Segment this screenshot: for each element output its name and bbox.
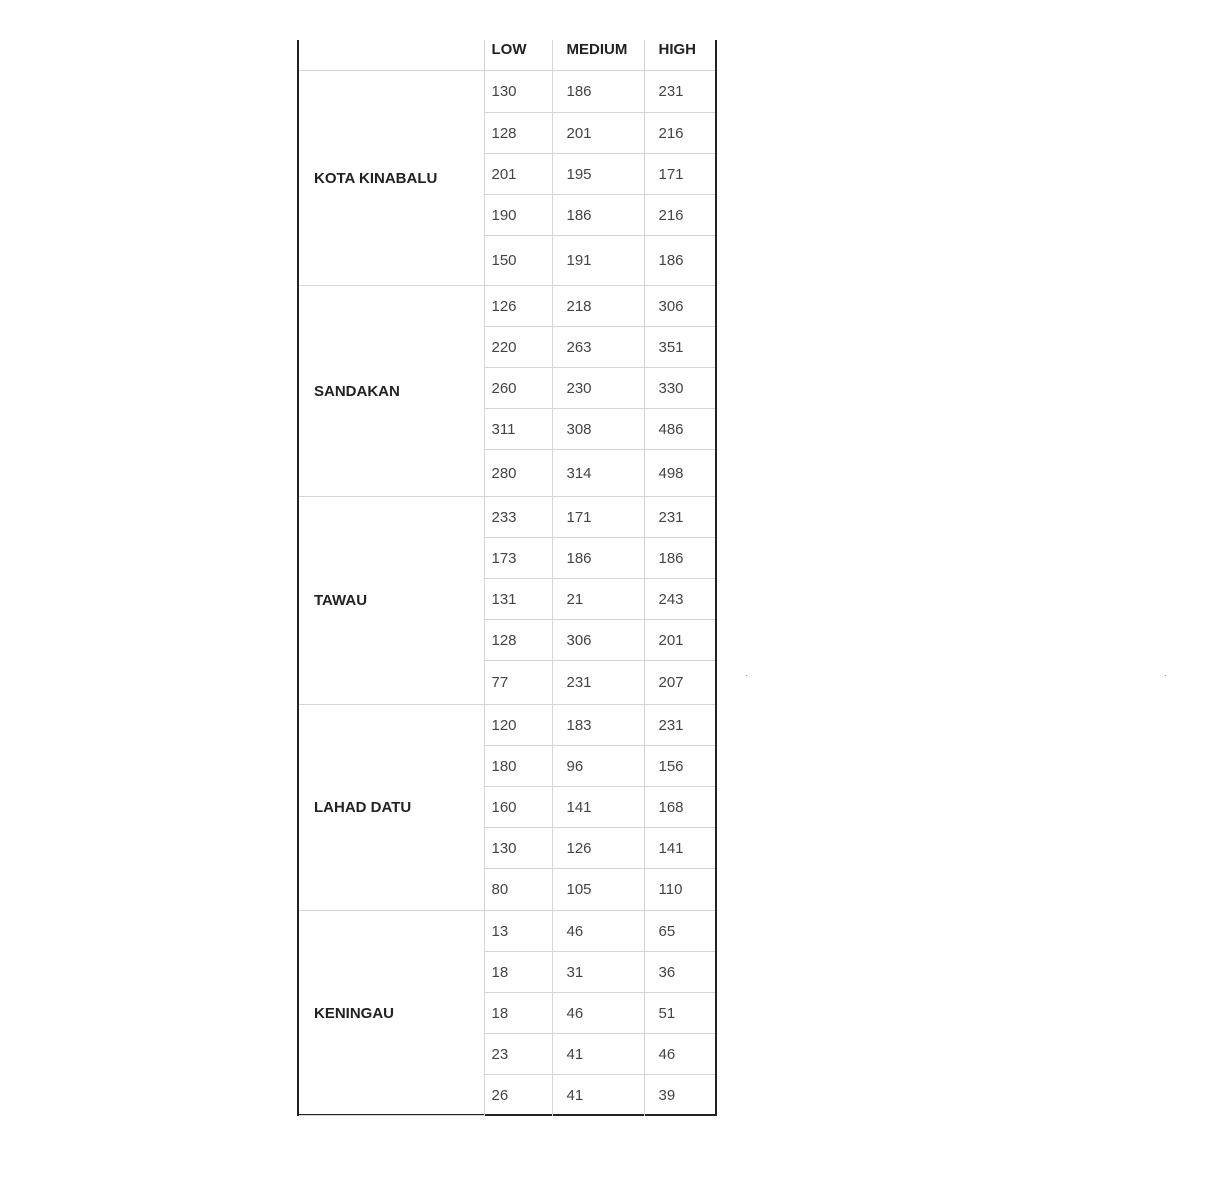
cell-medium: 105 xyxy=(552,869,644,911)
stray-dot xyxy=(746,675,747,676)
cell-low: 150 xyxy=(484,236,552,286)
cell-low: 220 xyxy=(484,327,552,368)
cell-medium: 218 xyxy=(552,286,644,327)
cell-medium: 46 xyxy=(552,911,644,952)
cell-high: 141 xyxy=(644,828,715,869)
cell-high: 498 xyxy=(644,450,715,497)
cell-low: 173 xyxy=(484,538,552,579)
header-high: HIGH xyxy=(644,40,715,71)
cell-high: 207 xyxy=(644,661,715,705)
table-row xyxy=(299,705,715,746)
cell-high: 216 xyxy=(644,113,715,154)
cell-low: 180 xyxy=(484,746,552,787)
cell-low: 26 xyxy=(484,1075,552,1116)
cell-medium: 201 xyxy=(552,113,644,154)
cell-high: 168 xyxy=(644,787,715,828)
cell-medium: 183 xyxy=(552,705,644,746)
cell-medium: 308 xyxy=(552,409,644,450)
data-table xyxy=(299,40,715,1116)
cell-medium: 186 xyxy=(552,71,644,113)
cell-medium: 31 xyxy=(552,952,644,993)
cell-low: 260 xyxy=(484,368,552,409)
cell-high: 51 xyxy=(644,993,715,1034)
cell-low: 23 xyxy=(484,1034,552,1075)
cell-low: 311 xyxy=(484,409,552,450)
cell-medium: 191 xyxy=(552,236,644,286)
cell-low: 131 xyxy=(484,579,552,620)
location-label: TAWAU xyxy=(299,497,484,705)
cell-high: 156 xyxy=(644,746,715,787)
cell-high: 231 xyxy=(644,497,715,538)
cell-high: 36 xyxy=(644,952,715,993)
cell-medium: 21 xyxy=(552,579,644,620)
cell-high: 110 xyxy=(644,869,715,911)
cell-medium: 141 xyxy=(552,787,644,828)
cell-high: 46 xyxy=(644,1034,715,1075)
cell-low: 160 xyxy=(484,787,552,828)
location-label: KOTA KINABALU xyxy=(299,71,484,286)
cell-high: 306 xyxy=(644,286,715,327)
cell-medium: 186 xyxy=(552,538,644,579)
cell-medium: 41 xyxy=(552,1075,644,1116)
cell-medium: 306 xyxy=(552,620,644,661)
cell-high: 201 xyxy=(644,620,715,661)
table-row xyxy=(299,286,715,327)
cell-medium: 126 xyxy=(552,828,644,869)
cell-high: 231 xyxy=(644,71,715,113)
table-frame xyxy=(297,40,717,1116)
table-row xyxy=(299,497,715,538)
cell-high: 243 xyxy=(644,579,715,620)
location-label: LAHAD DATU xyxy=(299,705,484,911)
cell-medium: 46 xyxy=(552,993,644,1034)
cell-low: 120 xyxy=(484,705,552,746)
cell-high: 186 xyxy=(644,538,715,579)
header-low: LOW xyxy=(484,40,552,71)
cell-low: 80 xyxy=(484,869,552,911)
cell-high: 231 xyxy=(644,705,715,746)
cell-medium: 41 xyxy=(552,1034,644,1075)
cell-low: 77 xyxy=(484,661,552,705)
cell-medium: 263 xyxy=(552,327,644,368)
cell-medium: 96 xyxy=(552,746,644,787)
cell-medium: 171 xyxy=(552,497,644,538)
cell-medium: 231 xyxy=(552,661,644,705)
cell-medium: 186 xyxy=(552,195,644,236)
cell-high: 351 xyxy=(644,327,715,368)
cell-low: 13 xyxy=(484,911,552,952)
cell-low: 130 xyxy=(484,71,552,113)
cell-high: 65 xyxy=(644,911,715,952)
cell-medium: 195 xyxy=(552,154,644,195)
cell-low: 280 xyxy=(484,450,552,497)
cell-high: 216 xyxy=(644,195,715,236)
cell-low: 190 xyxy=(484,195,552,236)
cell-high: 186 xyxy=(644,236,715,286)
location-label: KENINGAU xyxy=(299,911,484,1116)
cell-high: 171 xyxy=(644,154,715,195)
stray-dot xyxy=(1165,675,1166,676)
header-row xyxy=(299,40,715,71)
cell-low: 128 xyxy=(484,113,552,154)
cell-low: 130 xyxy=(484,828,552,869)
cell-low: 126 xyxy=(484,286,552,327)
table-row xyxy=(299,71,715,113)
table-row xyxy=(299,911,715,952)
header-medium: MEDIUM xyxy=(552,40,644,71)
cell-low: 128 xyxy=(484,620,552,661)
cell-medium: 230 xyxy=(552,368,644,409)
location-label: SANDAKAN xyxy=(299,286,484,497)
cell-high: 486 xyxy=(644,409,715,450)
table-body xyxy=(299,71,715,1116)
cell-low: 201 xyxy=(484,154,552,195)
cell-medium: 314 xyxy=(552,450,644,497)
cell-low: 18 xyxy=(484,952,552,993)
cell-low: 18 xyxy=(484,993,552,1034)
cell-low: 233 xyxy=(484,497,552,538)
cell-high: 39 xyxy=(658,1086,676,1104)
header-location xyxy=(299,40,484,71)
cell-high: 330 xyxy=(644,368,715,409)
